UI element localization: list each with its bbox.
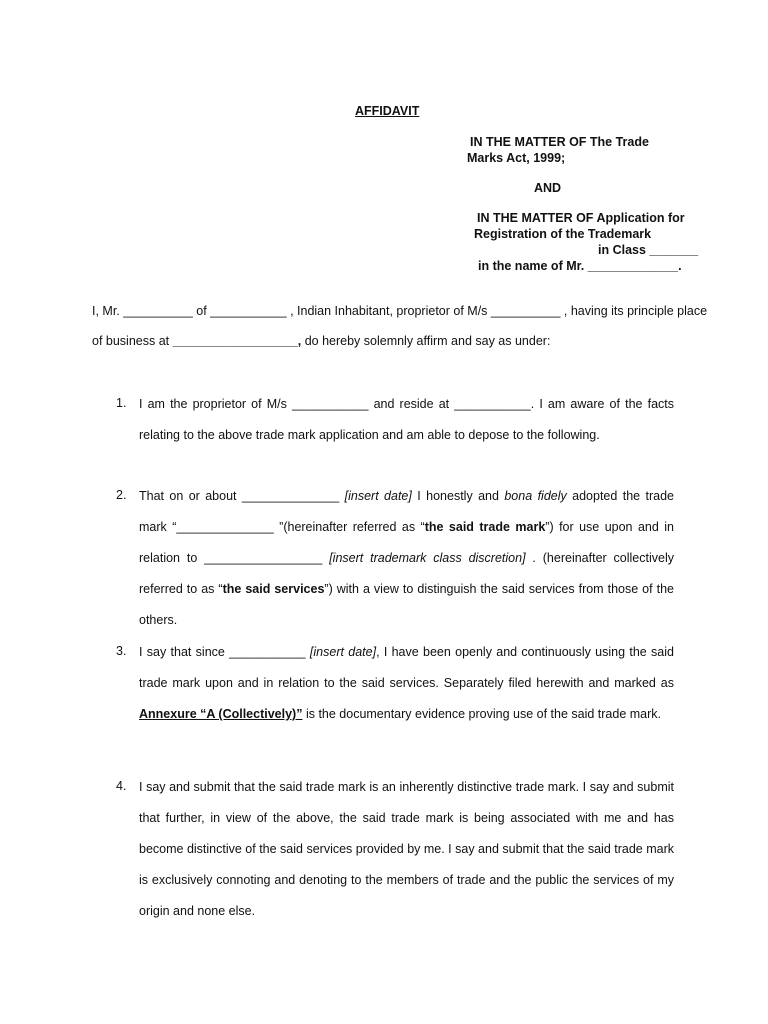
text-run: adopted the trade mark “______________ ”(hereinafter referred as “ [139, 489, 674, 534]
matter-application-rest: Application for [593, 211, 685, 225]
intro-line-2 [92, 334, 550, 350]
placeholder-insert-date: [insert date] [309, 645, 377, 659]
matter-application-line1 [477, 211, 685, 227]
placeholder-insert-date: [insert date] [344, 489, 412, 503]
matter-trade-marks-act-line1: IN THE MATTER OF The Trade [470, 135, 649, 149]
said-trade-mark-term: the said trade mark [424, 520, 546, 534]
text-run: I honestly and [411, 489, 505, 503]
list-item-text [139, 481, 674, 636]
document-title: AFFIDAVIT [355, 104, 420, 118]
bona-fidely-text: bona fidely [504, 489, 567, 503]
list-item-number: 1. [116, 396, 127, 410]
text-run: , I have been openly and continuously using the said trade mark upon and in relation to the said services. Separately filed herewith and marked as [139, 645, 674, 690]
placeholder-class-discretion: [insert trademark class discretion] [329, 551, 526, 565]
intro-line-1: I, Mr. __________ of ___________ , Indian Inhabitant, proprietor of M/s __________ , having its principle place [92, 304, 708, 318]
text-run: is the documentary evidence proving use of the said trade mark. [302, 707, 661, 721]
matter-class-line: in Class _______ [598, 243, 699, 257]
matter-application-line2: Registration of the Trademark [474, 227, 652, 241]
list-item-text [139, 637, 674, 730]
matter-trade-marks-act-line2: Marks Act, 1999; [467, 151, 566, 165]
and-label: AND [534, 181, 562, 195]
text-run: . (hereinafter collectively referred to as “ [139, 551, 674, 596]
text-run: I say that since ___________ [139, 645, 310, 659]
intro-business-blank: __________________, [172, 334, 302, 348]
annexure-reference: Annexure “A (Collectively)” [139, 707, 303, 721]
text-run: That on or about ______________ [139, 489, 345, 503]
text-run: ”) with a view to distinguish the said services from those of the others. [139, 582, 674, 627]
intro-affirm-text: do hereby solemnly affirm and say as under: [301, 334, 551, 348]
list-item-text: I am the proprietor of M/s ___________ and reside at ___________. I am aware of the facts relating to the above trade mark application and am able to depose to the following. [139, 397, 674, 442]
list-item-text: I say and submit that the said trade mark is an inherently distinctive trade mark. I say and submit that further, in view of the above, the said trade mark is being associated with me and has become distinctive of the said services provided by me. I say and submit that the said trade mark is exclusively connoting and denoting to the members of trade and the public the services of my origin and none else. [139, 780, 674, 918]
list-item-number: 3. [116, 644, 127, 658]
list-item-number: 4. [116, 779, 127, 793]
intro-business-label: of business at [92, 334, 173, 348]
text-run: ”) for use upon and in relation to _________________ [139, 520, 674, 565]
matter-name-line: in the name of Mr. _____________. [478, 259, 682, 273]
matter-application-bold: IN THE MATTER OF [477, 211, 594, 225]
list-item-number: 2. [116, 488, 127, 502]
said-services-term: the said services [222, 582, 325, 596]
